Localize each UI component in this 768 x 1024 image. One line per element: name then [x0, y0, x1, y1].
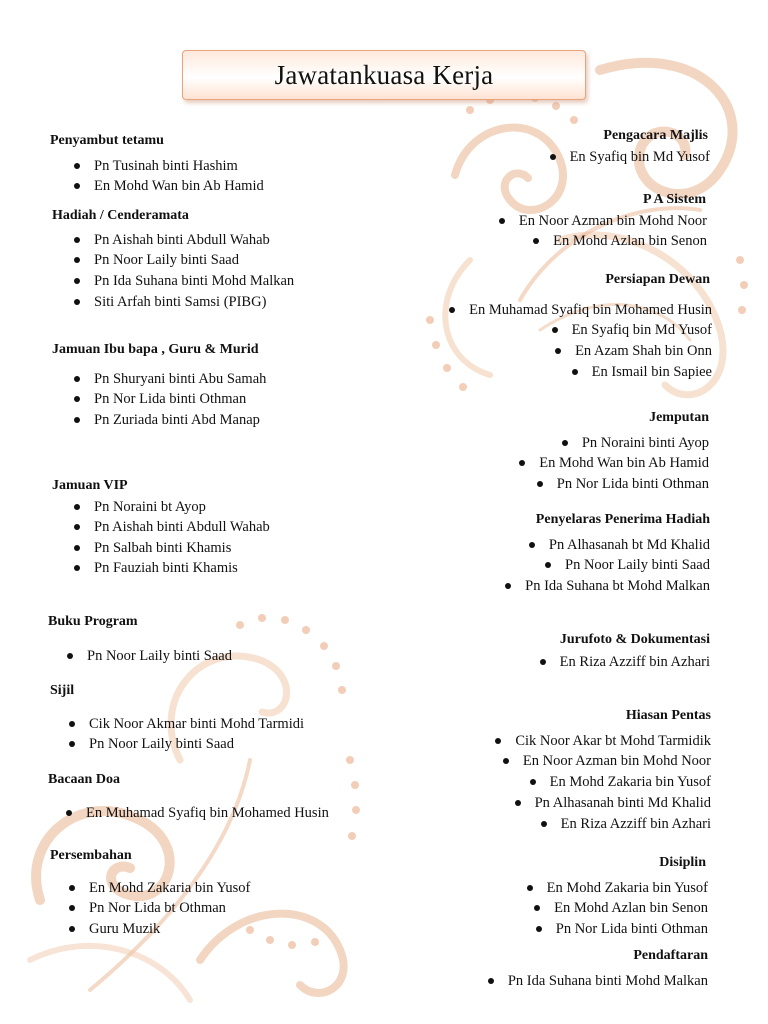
- bullet-icon: [74, 524, 80, 530]
- bullet-icon: [536, 926, 542, 932]
- bullet-icon: [449, 307, 455, 313]
- section-heading-jamuan-ibu-bapa: Jamuan Ibu bapa , Guru & Murid: [52, 342, 259, 357]
- bullet-icon: [495, 738, 501, 744]
- list-item: En Riza Azziff bin Azhari: [540, 654, 710, 671]
- bullet-icon: [69, 741, 75, 747]
- section-heading-penyambut: Penyambut tetamu: [50, 133, 164, 148]
- bullet-icon: [69, 885, 75, 891]
- bullet-icon: [519, 460, 525, 466]
- bullet-icon: [74, 417, 80, 423]
- bullet-icon: [537, 481, 543, 487]
- section-heading-pengacara: Pengacara Majlis: [603, 128, 708, 143]
- list-item: En Mohd Zakaria bin Yusof: [69, 880, 250, 897]
- bullet-icon: [540, 659, 546, 665]
- list-item: Pn Fauziah binti Khamis: [74, 560, 238, 577]
- list-item: Pn Noor Laily binti Saad: [74, 252, 239, 269]
- bullet-icon: [74, 565, 80, 571]
- list-item: Pn Noraini bt Ayop: [74, 499, 206, 516]
- section-heading-jemputan: Jemputan: [649, 410, 709, 425]
- list-item: Pn Ida Suhana bt Mohd Malkan: [505, 578, 710, 595]
- bullet-icon: [74, 257, 80, 263]
- bullet-icon: [74, 545, 80, 551]
- bullet-icon: [533, 238, 539, 244]
- bullet-icon: [74, 183, 80, 189]
- section-heading-disiplin: Disiplin: [659, 855, 706, 870]
- section-heading-persiapan-dewan: Persiapan Dewan: [605, 272, 710, 287]
- list-item: En Mohd Wan bin Ab Hamid: [519, 455, 709, 472]
- section-heading-sijil: Sijil: [50, 683, 75, 698]
- bullet-icon: [74, 504, 80, 510]
- bullet-icon: [555, 348, 561, 354]
- list-item: En Muhamad Syafiq bin Mohamed Husin: [449, 302, 712, 319]
- bullet-icon: [499, 218, 505, 224]
- bullet-icon: [503, 758, 509, 764]
- list-item: Guru Muzik: [69, 921, 160, 938]
- bullet-icon: [515, 800, 521, 806]
- section-heading-jamuan-vip: Jamuan VIP: [52, 478, 128, 493]
- list-item: Pn Zuriada binti Abd Manap: [74, 412, 260, 429]
- list-item: En Mohd Wan bin Ab Hamid: [74, 178, 264, 195]
- list-item: En Azam Shah bin Onn: [555, 343, 712, 360]
- section-heading-bacaan-doa: Bacaan Doa: [48, 772, 120, 787]
- section-heading-jurufoto: Jurufoto & Dokumentasi: [559, 632, 710, 647]
- page-title-banner: [182, 50, 586, 100]
- bullet-icon: [527, 885, 533, 891]
- list-item: Pn Noor Laily binti Saad: [67, 648, 232, 665]
- bullet-icon: [552, 327, 558, 333]
- section-heading-persembahan: Persembahan: [50, 848, 132, 863]
- list-item: En Ismail bin Sapiee: [572, 364, 712, 381]
- bullet-icon: [69, 905, 75, 911]
- list-item: En Mohd Zakaria bin Yusof: [530, 774, 711, 791]
- page-title: Jawatankuasa Kerja: [274, 59, 494, 90]
- list-item: En Mohd Azlan bin Senon: [534, 900, 708, 917]
- list-item: Pn Alhasanah binti Md Khalid: [515, 795, 711, 812]
- list-item: En Mohd Azlan bin Senon: [533, 233, 707, 250]
- bullet-icon: [541, 821, 547, 827]
- list-item: Pn Nor Lida binti Othman: [536, 921, 708, 938]
- list-item: Pn Aishah binti Abdull Wahab: [74, 519, 270, 536]
- list-item: En Noor Azman bin Mohd Noor: [499, 213, 707, 230]
- bullet-icon: [74, 376, 80, 382]
- list-item: En Noor Azman bin Mohd Noor: [503, 753, 711, 770]
- list-item: Pn Noraini binti Ayop: [562, 435, 709, 452]
- bullet-icon: [488, 978, 494, 984]
- bullet-icon: [74, 396, 80, 402]
- list-item: En Syafiq bin Md Yusof: [550, 149, 710, 166]
- section-heading-buku-program: Buku Program: [48, 614, 138, 629]
- list-item: Siti Arfah binti Samsi (PIBG): [74, 294, 266, 311]
- list-item: Pn Alhasanah bt Md Khalid: [529, 537, 710, 554]
- section-heading-hadiah: Hadiah / Cenderamata: [52, 208, 189, 223]
- bullet-icon: [529, 542, 535, 548]
- list-item: En Muhamad Syafiq bin Mohamed Husin: [66, 805, 329, 822]
- bullet-icon: [572, 369, 578, 375]
- bullet-icon: [74, 278, 80, 284]
- bullet-icon: [74, 163, 80, 169]
- list-item: Cik Noor Akar bt Mohd Tarmidik: [495, 733, 711, 750]
- bullet-icon: [505, 583, 511, 589]
- bullet-icon: [66, 810, 72, 816]
- list-item: Pn Nor Lida binti Othman: [537, 476, 709, 493]
- list-item: En Mohd Zakaria bin Yusof: [527, 880, 708, 897]
- section-heading-hiasan-pentas: Hiasan Pentas: [625, 708, 711, 723]
- list-item: Pn Salbah binti Khamis: [74, 540, 231, 557]
- list-item: Pn Shuryani binti Abu Samah: [74, 371, 266, 388]
- list-item: Pn Ida Suhana binti Mohd Malkan: [488, 973, 708, 990]
- bullet-icon: [69, 926, 75, 932]
- list-item: Pn Nor Lida bt Othman: [69, 900, 226, 917]
- bullet-icon: [74, 237, 80, 243]
- bullet-icon: [67, 653, 73, 659]
- bullet-icon: [545, 562, 551, 568]
- bullet-icon: [534, 905, 540, 911]
- list-item: Pn Noor Laily binti Saad: [69, 736, 234, 753]
- section-heading-pa-sistem: P A Sistem: [642, 192, 706, 207]
- list-item: Pn Nor Lida binti Othman: [74, 391, 246, 408]
- section-heading-penyelaras: Penyelaras Penerima Hadiah: [535, 512, 710, 527]
- list-item: En Syafiq bin Md Yusof: [552, 322, 712, 339]
- list-item: Pn Noor Laily binti Saad: [545, 557, 710, 574]
- bullet-icon: [550, 154, 556, 160]
- list-item: Pn Ida Suhana binti Mohd Malkan: [74, 273, 294, 290]
- bullet-icon: [530, 779, 536, 785]
- bullet-icon: [69, 721, 75, 727]
- list-item: Cik Noor Akmar binti Mohd Tarmidi: [69, 716, 304, 733]
- bullet-icon: [74, 299, 80, 305]
- section-heading-pendaftaran: Pendaftaran: [633, 948, 708, 963]
- list-item: Pn Tusinah binti Hashim: [74, 158, 238, 175]
- list-item: Pn Aishah binti Abdull Wahab: [74, 232, 270, 249]
- list-item: En Riza Azziff bin Azhari: [541, 816, 711, 833]
- bullet-icon: [562, 440, 568, 446]
